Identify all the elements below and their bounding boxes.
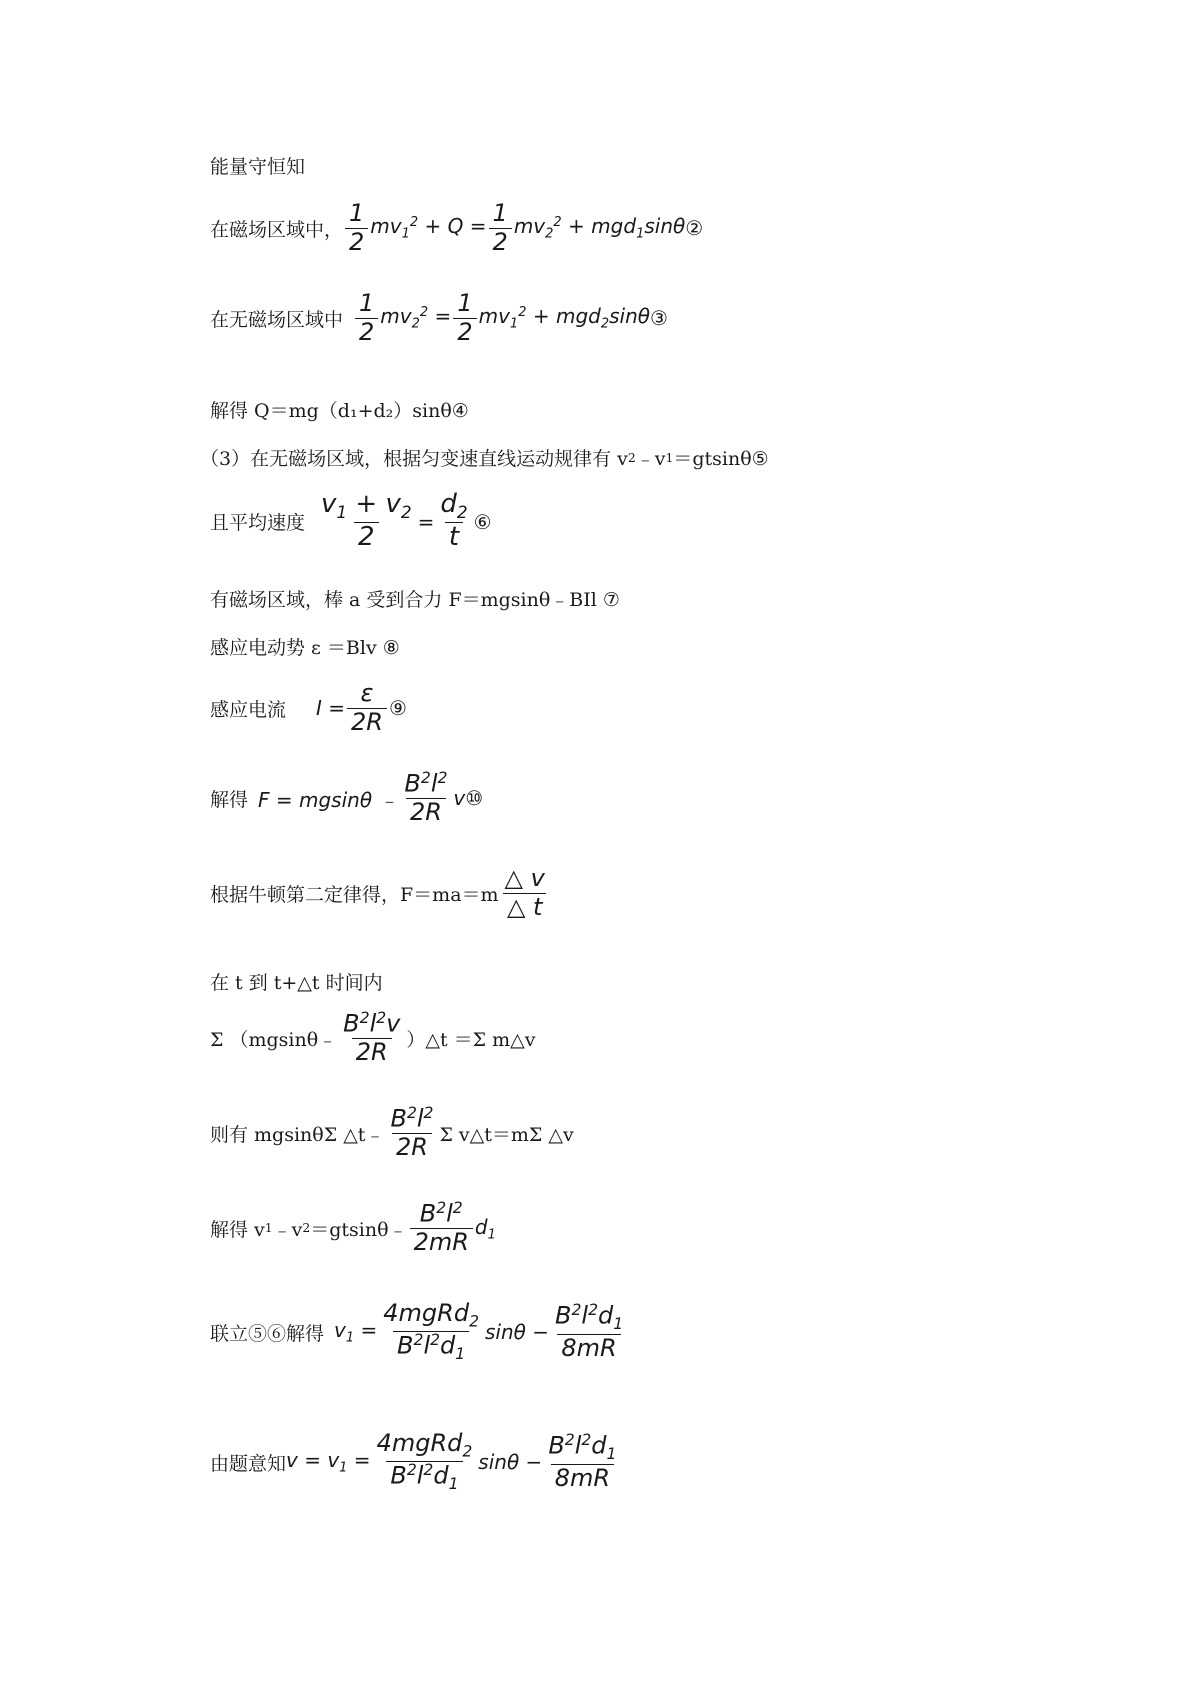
equation-sum-expanded: 则有 mgsinθΣ △t ﹣ $\frac{B^2l^2}{2R}$ Σ v△t＝mΣ △v: [210, 1104, 574, 1162]
fraction: $\frac{\triangle v}{\triangle t}$: [504, 864, 545, 921]
line-text: 感应电动势 ε ＝Blv ⑧: [210, 637, 400, 659]
line-label: 感应电流: [210, 698, 287, 721]
line-text: 能量守恒知: [210, 156, 306, 178]
equation-current: 感应电流 I = $\frac{\varepsilon}{2R}$ ⑨: [210, 679, 407, 736]
line-text: ＝gtsinθ: [310, 1218, 389, 1241]
equation-newton: [210, 865, 551, 921]
fraction: $\frac{v_1 + v_2}{2}$: [321, 489, 412, 553]
line-label: 且平均速度: [210, 512, 306, 535]
equation-force: 解得 F = mgsinθ ﹣ $\frac{B^2l^2}{2R}$ v ⑩: [210, 769, 484, 827]
fraction: $\frac{1}{2}$: [453, 290, 476, 346]
line-label: 联立⑤⑥解得: [210, 1322, 325, 1345]
line-text: 有磁场区域，棒 a 受到合力 F＝mgsinθ﹣BIl ⑦: [210, 589, 620, 611]
text-line-7: [210, 585, 620, 612]
line-label: 解得: [210, 788, 249, 811]
line-label: 由题意知: [210, 1452, 287, 1475]
fraction: $\frac{1}{2}$: [489, 200, 512, 256]
line-text: ﹣v: [635, 448, 666, 470]
line-text: 则有 mgsinθΣ △t: [210, 1123, 366, 1146]
equation-average-velocity: 且平均速度 $\frac{v_1 + v_2}{2}$ = $\frac{d_2}{t}$ ⑥: [210, 489, 492, 553]
text-line-4: [210, 396, 469, 423]
text-line-1: [210, 152, 305, 179]
line-text: ﹣v: [272, 1218, 303, 1241]
fraction: $\frac{B^2l^2}{2mR}$: [410, 1200, 473, 1257]
fraction: $\frac{1}{2}$: [355, 290, 378, 346]
line-text: Σ （mgsinθ: [210, 1028, 319, 1051]
line-label: 根据牛顿第二定律得，F＝ma＝m: [210, 883, 499, 906]
equation-sum: Σ （mgsinθ ﹣ $\frac{B^2l^2v}{2R}$ ）△t ＝Σ m△v: [210, 1009, 536, 1067]
text-line-8: [210, 633, 400, 660]
line-text: （3）在无磁场区域，根据匀变速直线运动规律有 v: [200, 448, 628, 470]
fraction: $\frac{B^2l^2}{2R}$: [404, 769, 448, 827]
fraction: $\frac{B^2l^2d_1}{8mR}$: [555, 1300, 624, 1362]
line-text: 解得 v: [210, 1218, 265, 1241]
fraction: $\frac{d_2}{t}$: [440, 489, 468, 553]
equation-energy-field: 在磁场区域中， $\frac{1}{2}$ $mv_1^2 + Q$ = $\frac{1}{2}$ $mv_2^2 + mgd_1\sin\theta$ ②: [210, 199, 704, 256]
equation-v-final: 由题意知 $v = v_1$ = $\frac{4mgRd_2}{B^2l^2d_1}$ sinθ − $\frac{B^2l^2d_1}{8mR}$: [210, 1430, 622, 1494]
line-text: ＝gtsinθ⑤: [673, 448, 769, 470]
line-label: 在无磁场区域中: [210, 308, 344, 331]
fraction: $\frac{4mgRd_2}{B^2l^2d_1}$: [376, 1429, 473, 1494]
equation-solve-v: 解得 v 1 ﹣v 2 ＝gtsinθ ﹣ $\frac{B^2l^2}{2mR}$ $d_1$: [210, 1199, 496, 1257]
fraction: $\frac{4mgRd_2}{B^2l^2d_1}$: [383, 1299, 479, 1364]
equation-v1: 联立⑤⑥解得 $v_1$ = $\frac{4mgRd_2}{B^2l^2d_1}$ sinθ − $\frac{B^2l^2d_1}{8mR}$: [210, 1300, 629, 1364]
line-text: ）△t ＝Σ m△v: [406, 1028, 536, 1051]
fraction: $\frac{B^2l^2v}{2R}$: [343, 1009, 401, 1067]
line-text: 在 t 到 t+△t 时间内: [210, 972, 383, 994]
equation-energy-nofield: 在无磁场区域中 $\frac{1}{2}$ $mv_2^2$ = $\frac{1}{2}$ $mv_1^2 + mgd_2\sin\theta$ ③: [210, 289, 668, 346]
line-label: 在磁场区域中，: [210, 218, 344, 241]
fraction: $\frac{\varepsilon}{2R}$: [347, 680, 387, 736]
fraction: $\frac{B^2l^2d_1}{8mR}$: [548, 1430, 617, 1492]
fraction: $\frac{1}{2}$: [345, 200, 368, 256]
line-text: Σ v△t＝mΣ △v: [439, 1123, 574, 1146]
text-line-5: （3）在无磁场区域，根据匀变速直线运动规律有 v 2 ﹣v 1 ＝gtsinθ⑤: [200, 444, 769, 471]
fraction: $\frac{B^2l^2}{2R}$: [390, 1104, 434, 1162]
line-text: 解得 Q＝mg（d₁+d₂）sinθ④: [210, 400, 469, 422]
text-line-12: [210, 968, 383, 995]
